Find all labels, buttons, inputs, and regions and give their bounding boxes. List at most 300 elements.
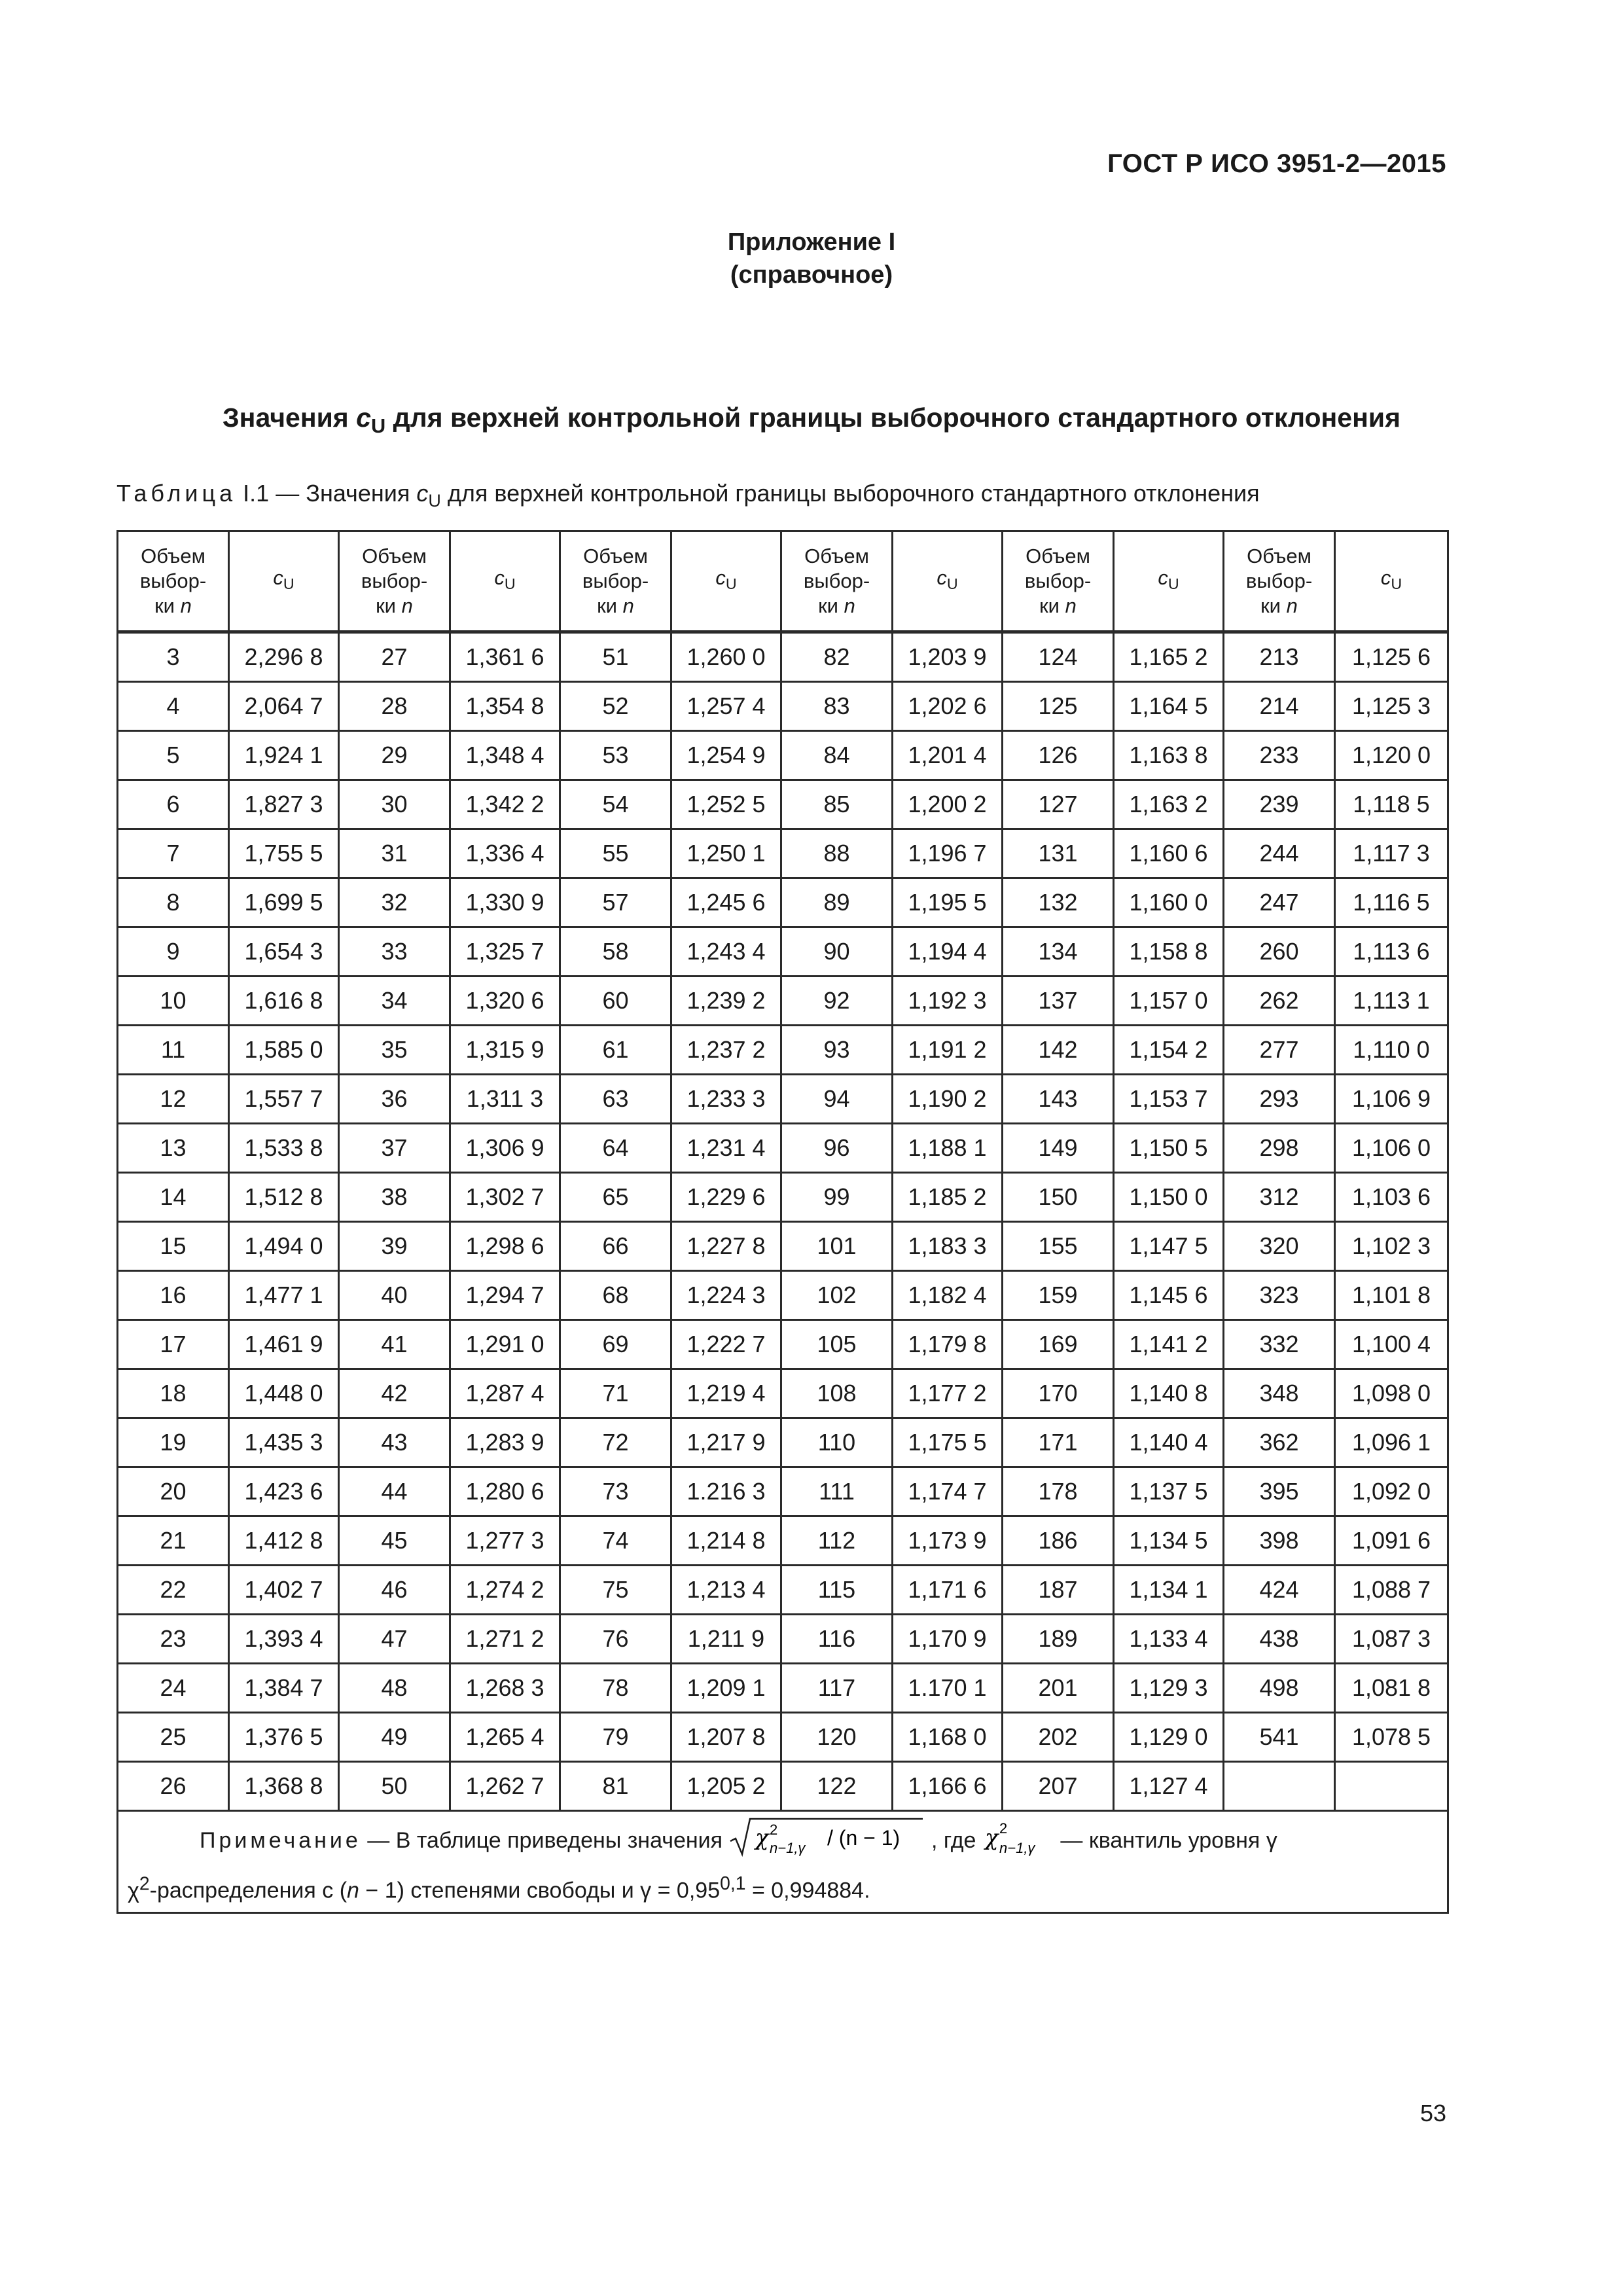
cell-cu-value: 1,283 9 (450, 1418, 560, 1467)
cell-cu-value: 1,153 7 (1114, 1075, 1224, 1124)
table-row (118, 1075, 1448, 1124)
cell-sample-size: 68 (560, 1271, 671, 1320)
cell-sample-size: 20 (118, 1467, 229, 1516)
cell-sample-size: 48 (339, 1664, 450, 1713)
caption-var: $c_U$ (416, 480, 441, 511)
header-sample-size: Объем выбор- ки n (339, 531, 450, 632)
cell-cu-value: 1,262 7 (450, 1762, 560, 1811)
cell-sample-size: 125 (1003, 682, 1114, 731)
cell-sample-size: 63 (560, 1075, 671, 1124)
cell-sample-size: 120 (781, 1713, 893, 1762)
cell-sample-size: 50 (339, 1762, 450, 1811)
cell-cu-value: 1,243 4 (671, 927, 781, 977)
cell-sample-size: 201 (1003, 1664, 1114, 1713)
section-title-suffix: для верхней контрольной границы выборочного стандартного отклонения (393, 403, 1400, 433)
cell-cu-value: 1,125 6 (1335, 632, 1448, 682)
cell-sample-size: 395 (1224, 1467, 1335, 1516)
cell-sample-size: 5 (118, 731, 229, 780)
table-row (118, 1566, 1448, 1615)
cell-sample-size: 23 (118, 1615, 229, 1664)
cell-sample-size: 131 (1003, 829, 1114, 878)
page-number: 53 (1419, 2100, 1446, 2126)
cell-cu-value: 1,250 1 (671, 829, 781, 878)
cell-cu-value: 1,393 4 (229, 1615, 339, 1664)
header-cu: $c_U$ (893, 531, 1003, 632)
cell-sample-size: 132 (1003, 878, 1114, 927)
cell-sample-size: 41 (339, 1320, 450, 1369)
cell-cu-value: 1,277 3 (450, 1516, 560, 1566)
cell-cu-value: 1,183 3 (893, 1222, 1003, 1271)
cell-cu-value: 1,168 0 (893, 1713, 1003, 1762)
cell-sample-size: 438 (1224, 1615, 1335, 1664)
table-row (118, 780, 1448, 829)
note-text-6: = 0,994884. (751, 1878, 870, 1903)
cell-cu-value: 2,064 7 (229, 682, 339, 731)
cell-cu-value: 1,435 3 (229, 1418, 339, 1467)
cell-sample-size: 96 (781, 1124, 893, 1173)
cell-sample-size: 71 (560, 1369, 671, 1418)
cell-sample-size: 134 (1003, 927, 1114, 977)
cell-sample-size: 8 (118, 878, 229, 927)
cell-sample-size: 189 (1003, 1615, 1114, 1664)
cell-cu-value: 1,127 4 (1114, 1762, 1224, 1811)
cell-cu-value: 1,354 8 (450, 682, 560, 731)
cell-cu-value: 1,585 0 (229, 1026, 339, 1075)
table-row (118, 1664, 1448, 1713)
cell-sample-size: 122 (781, 1762, 893, 1811)
cell-sample-size: 52 (560, 682, 671, 731)
header-cu: $c_U$ (450, 531, 560, 632)
cell-sample-size: 10 (118, 977, 229, 1026)
cell-cu-value: 1,298 6 (450, 1222, 560, 1271)
cell-cu-value: 1,116 5 (1335, 878, 1448, 927)
cell-cu-value: 1,120 0 (1335, 731, 1448, 780)
cell-cu-value: 1,477 1 (229, 1271, 339, 1320)
cell-sample-size: 79 (560, 1713, 671, 1762)
cell-cu-value: 1,924 1 (229, 731, 339, 780)
cell-cu-value: 1,160 6 (1114, 829, 1224, 878)
cell-cu-value: 1,191 2 (893, 1026, 1003, 1075)
cell-sample-size: 83 (781, 682, 893, 731)
cell-cu-value: 1,209 1 (671, 1664, 781, 1713)
svg-text:2: 2 (999, 1820, 1008, 1837)
cell-sample-size: 26 (118, 1762, 229, 1811)
cell-sample-size: 47 (339, 1615, 450, 1664)
cell-sample-size: 398 (1224, 1516, 1335, 1566)
cell-sample-size: 58 (560, 927, 671, 977)
cell-cu-value: 1,102 3 (1335, 1222, 1448, 1271)
table-row (118, 1713, 1448, 1762)
cell-cu-value: 1,170 9 (893, 1615, 1003, 1664)
appendix-heading (0, 226, 1623, 291)
table-header-row (118, 531, 1448, 632)
cell-cu-value: 1,173 9 (893, 1516, 1003, 1566)
cell-cu-value: 1,182 4 (893, 1271, 1003, 1320)
cell-cu-value: 1,222 7 (671, 1320, 781, 1369)
document-code: ГОСТ Р ИСО 3951-2—2015 (1107, 149, 1446, 178)
cell-sample-size: 88 (781, 829, 893, 878)
cell-cu-value: 1,271 2 (450, 1615, 560, 1664)
cell-sample-size: 171 (1003, 1418, 1114, 1467)
cell-sample-size: 112 (781, 1516, 893, 1566)
cell-cu-value: 1,113 1 (1335, 977, 1448, 1026)
cell-sample-size: 11 (118, 1026, 229, 1075)
cell-sample-size: 15 (118, 1222, 229, 1271)
cell-sample-size: 73 (560, 1467, 671, 1516)
cell-cu-value: 1,461 9 (229, 1320, 339, 1369)
cell-cu-value: 1,150 0 (1114, 1173, 1224, 1222)
cell-cu-value: 1,827 3 (229, 780, 339, 829)
cell-cu-value: 1,201 4 (893, 731, 1003, 780)
cell-sample-size: 202 (1003, 1713, 1114, 1762)
cell-cu-value: 1,320 6 (450, 977, 560, 1026)
cell-sample-size: 6 (118, 780, 229, 829)
cell-cu-value: 1,137 5 (1114, 1467, 1224, 1516)
svg-text:χ: χ (984, 1825, 999, 1852)
cell-cu-value: 1,117 3 (1335, 829, 1448, 878)
cell-sample-size: 75 (560, 1566, 671, 1615)
table-row (118, 632, 1448, 682)
appendix-subtitle: (справочное) (730, 261, 893, 289)
cell-sample-size: 74 (560, 1516, 671, 1566)
cell-sample-size: 207 (1003, 1762, 1114, 1811)
header-cu: $c_U$ (1335, 531, 1448, 632)
cell-cu-value: 1,200 2 (893, 780, 1003, 829)
cell-sample-size: 24 (118, 1664, 229, 1713)
caption-number: I.1 — Значения (243, 480, 410, 507)
cell-sample-size: 214 (1224, 682, 1335, 731)
cell-cu-value: 1,342 2 (450, 780, 560, 829)
cell-sample-size: 260 (1224, 927, 1335, 977)
cell-sample-size: 65 (560, 1173, 671, 1222)
cell-cu-value: 1,231 4 (671, 1124, 781, 1173)
cell-cu-value: 1,134 1 (1114, 1566, 1224, 1615)
cell-sample-size (1224, 1762, 1335, 1811)
cell-cu-value: 1,376 5 (229, 1713, 339, 1762)
cell-sample-size: 54 (560, 780, 671, 829)
cell-sample-size: 81 (560, 1762, 671, 1811)
cell-cu-value: 1,245 6 (671, 878, 781, 927)
cell-sample-size: 323 (1224, 1271, 1335, 1320)
cell-sample-size: 42 (339, 1369, 450, 1418)
cell-cu-value: 1,237 2 (671, 1026, 781, 1075)
cell-cu-value: 1,423 6 (229, 1467, 339, 1516)
cell-sample-size: 49 (339, 1713, 450, 1762)
note-text-2: , где (931, 1828, 976, 1854)
cell-cu-value: 1,133 4 (1114, 1615, 1224, 1664)
cell-cu-value: 1,166 6 (893, 1762, 1003, 1811)
cell-cu-value: 1,174 7 (893, 1467, 1003, 1516)
cell-sample-size: 89 (781, 878, 893, 927)
header-sample-size: Объем выбор- ки n (1224, 531, 1335, 632)
cell-cu-value: 1,140 4 (1114, 1418, 1224, 1467)
cell-cu-value: 1,078 5 (1335, 1713, 1448, 1762)
cell-sample-size: 149 (1003, 1124, 1114, 1173)
caption-label: Таблица (116, 480, 237, 507)
cell-sample-size: 22 (118, 1566, 229, 1615)
cell-sample-size: 27 (339, 632, 450, 682)
cell-cu-value: 1,315 9 (450, 1026, 560, 1075)
cell-cu-value: 1,448 0 (229, 1369, 339, 1418)
cell-cu-value: 1,214 8 (671, 1516, 781, 1566)
table-row (118, 1271, 1448, 1320)
cell-cu-value: 1,110 0 (1335, 1026, 1448, 1075)
cell-cu-value: 1,190 2 (893, 1075, 1003, 1124)
cell-cu-value: 1,106 9 (1335, 1075, 1448, 1124)
note-row (118, 1811, 1448, 1913)
cell-sample-size: 4 (118, 682, 229, 731)
cell-sample-size: 36 (339, 1075, 450, 1124)
cell-sample-size: 262 (1224, 977, 1335, 1026)
cell-sample-size: 12 (118, 1075, 229, 1124)
table-row (118, 731, 1448, 780)
cell-cu-value: 1,163 8 (1114, 731, 1224, 780)
section-title-prefix: Значения (223, 403, 349, 433)
cell-cu-value: 1,412 8 (229, 1516, 339, 1566)
cell-sample-size: 150 (1003, 1173, 1114, 1222)
cell-sample-size: 186 (1003, 1516, 1114, 1566)
cu-values-table (116, 530, 1449, 1914)
cell-sample-size: 298 (1224, 1124, 1335, 1173)
cell-sample-size: 102 (781, 1271, 893, 1320)
table-row (118, 1615, 1448, 1664)
cell-cu-value: 1,134 5 (1114, 1516, 1224, 1566)
header-cu: $c_U$ (671, 531, 781, 632)
cell-cu-value: 1,229 6 (671, 1173, 781, 1222)
cell-sample-size: 60 (560, 977, 671, 1026)
cell-sample-size: 72 (560, 1418, 671, 1467)
cell-cu-value: 1,091 6 (1335, 1516, 1448, 1566)
cell-sample-size: 110 (781, 1418, 893, 1467)
formula-div: / (n − 1) (827, 1826, 900, 1850)
cell-sample-size: 94 (781, 1075, 893, 1124)
cell-cu-value: 1,177 2 (893, 1369, 1003, 1418)
cell-sample-size: 69 (560, 1320, 671, 1369)
cell-cu-value: 1,160 0 (1114, 878, 1224, 927)
cell-cu-value: 1,087 3 (1335, 1615, 1448, 1664)
cell-cu-value: 1,233 3 (671, 1075, 781, 1124)
cell-cu-value: 1,227 8 (671, 1222, 781, 1271)
cell-cu-value: 1,254 9 (671, 731, 781, 780)
cell-sample-size: 155 (1003, 1222, 1114, 1271)
cell-cu-value: 1,196 7 (893, 829, 1003, 878)
cell-sample-size: 38 (339, 1173, 450, 1222)
cell-sample-size: 244 (1224, 829, 1335, 878)
cell-cu-value: 1,171 6 (893, 1566, 1003, 1615)
table-caption (116, 480, 1260, 511)
cell-cu-value: 2,296 8 (229, 632, 339, 682)
cell-sample-size: 424 (1224, 1566, 1335, 1615)
cell-sample-size: 33 (339, 927, 450, 977)
header-sample-size: Объем выбор- ки n (560, 531, 671, 632)
cell-cu-value: 1,699 5 (229, 878, 339, 927)
cell-sample-size: 35 (339, 1026, 450, 1075)
cell-sample-size: 127 (1003, 780, 1114, 829)
cell-sample-size: 7 (118, 829, 229, 878)
cell-sample-size: 17 (118, 1320, 229, 1369)
cell-cu-value: 1,755 5 (229, 829, 339, 878)
cell-sample-size: 3 (118, 632, 229, 682)
cell-cu-value: 1,265 4 (450, 1713, 560, 1762)
section-title (0, 403, 1623, 438)
cell-sample-size: 18 (118, 1369, 229, 1418)
table-row (118, 1173, 1448, 1222)
cell-cu-value: 1,205 2 (671, 1762, 781, 1811)
cell-cu-value (1335, 1762, 1448, 1811)
note-text-4: -распределения с ( (149, 1878, 348, 1903)
cell-sample-size: 82 (781, 632, 893, 682)
cell-cu-value: 1,140 8 (1114, 1369, 1224, 1418)
cell-sample-size: 25 (118, 1713, 229, 1762)
cell-sample-size: 44 (339, 1467, 450, 1516)
cell-sample-size: 16 (118, 1271, 229, 1320)
cell-cu-value: 1,106 0 (1335, 1124, 1448, 1173)
cell-sample-size: 312 (1224, 1173, 1335, 1222)
cell-sample-size: 348 (1224, 1369, 1335, 1418)
cell-cu-value: 1,092 0 (1335, 1467, 1448, 1516)
table-row (118, 1222, 1448, 1271)
cell-sample-size: 28 (339, 682, 450, 731)
header-sample-size: Объем выбор- ки n (781, 531, 893, 632)
cell-cu-value: 1,096 1 (1335, 1418, 1448, 1467)
table-row (118, 1124, 1448, 1173)
cell-sample-size: 187 (1003, 1566, 1114, 1615)
cell-sample-size: 45 (339, 1516, 450, 1566)
cell-sample-size: 85 (781, 780, 893, 829)
cell-cu-value: 1,103 6 (1335, 1173, 1448, 1222)
cell-sample-size: 143 (1003, 1075, 1114, 1124)
formula-sup: 2 (769, 1821, 777, 1839)
table-note (118, 1811, 1448, 1913)
cell-sample-size: 66 (560, 1222, 671, 1271)
cell-sample-size: 105 (781, 1320, 893, 1369)
cell-sample-size: 213 (1224, 632, 1335, 682)
cell-cu-value: 1,257 4 (671, 682, 781, 731)
note-chi-line2: $\chi^2$ (128, 1873, 150, 1903)
cell-cu-value: 1,125 3 (1335, 682, 1448, 731)
cell-sample-size: 53 (560, 731, 671, 780)
cell-cu-value: 1,294 7 (450, 1271, 560, 1320)
cell-cu-value: 1,145 6 (1114, 1271, 1224, 1320)
cell-cu-value: 1,113 6 (1335, 927, 1448, 977)
cell-sample-size: 90 (781, 927, 893, 977)
cell-cu-value: 1.170 1 (893, 1664, 1003, 1713)
header-cu: $c_U$ (1114, 531, 1224, 632)
cell-sample-size: 362 (1224, 1418, 1335, 1467)
cell-sample-size: 541 (1224, 1713, 1335, 1762)
cell-sample-size: 46 (339, 1566, 450, 1615)
cell-sample-size: 55 (560, 829, 671, 878)
cell-sample-size: 78 (560, 1664, 671, 1713)
cell-cu-value: 1,348 4 (450, 731, 560, 780)
cell-sample-size: 277 (1224, 1026, 1335, 1075)
table-row (118, 1026, 1448, 1075)
cell-sample-size: 124 (1003, 632, 1114, 682)
cell-cu-value: 1,157 0 (1114, 977, 1224, 1026)
cell-sample-size: 76 (560, 1615, 671, 1664)
cell-sample-size: 30 (339, 780, 450, 829)
sqrt-formula (729, 1816, 925, 1867)
cell-cu-value: 1,129 0 (1114, 1713, 1224, 1762)
cell-cu-value: 1,179 8 (893, 1320, 1003, 1369)
cell-cu-value: 1,325 7 (450, 927, 560, 977)
cell-cu-value: 1,203 9 (893, 632, 1003, 682)
chi-quantile-svg (982, 1816, 1054, 1858)
cell-cu-value: 1,141 2 (1114, 1320, 1224, 1369)
section-title-var: $c_U$ (356, 403, 386, 438)
cell-sample-size: 13 (118, 1124, 229, 1173)
cell-cu-value: 1,192 3 (893, 977, 1003, 1026)
cell-sample-size: 51 (560, 632, 671, 682)
cell-cu-value: 1,361 6 (450, 632, 560, 682)
cell-cu-value: 1,194 4 (893, 927, 1003, 977)
cell-sample-size: 29 (339, 731, 450, 780)
cell-cu-value: 1,252 5 (671, 780, 781, 829)
cell-cu-value: 1,280 6 (450, 1467, 560, 1516)
cell-sample-size: 32 (339, 878, 450, 927)
cell-cu-value: 1,557 7 (229, 1075, 339, 1124)
cell-cu-value: 1,368 8 (229, 1762, 339, 1811)
header-sample-size: Объем выбор- ки n (1003, 531, 1114, 632)
cell-sample-size: 239 (1224, 780, 1335, 829)
formula-sub: n−1,γ (769, 1840, 805, 1857)
header-cu: $c_U$ (229, 531, 339, 632)
table-row (118, 1369, 1448, 1418)
cell-cu-value: 1,306 9 (450, 1124, 560, 1173)
cell-sample-size: 332 (1224, 1320, 1335, 1369)
cell-sample-size: 39 (339, 1222, 450, 1271)
appendix-title: Приложение I (727, 228, 896, 256)
cell-cu-value: 1,129 3 (1114, 1664, 1224, 1713)
cell-cu-value: 1,302 7 (450, 1173, 560, 1222)
note-label: Примечание (200, 1828, 361, 1854)
cell-sample-size: 34 (339, 977, 450, 1026)
cell-cu-value: 1,163 2 (1114, 780, 1224, 829)
cell-sample-size: 43 (339, 1418, 450, 1467)
cell-sample-size: 115 (781, 1566, 893, 1615)
cell-sample-size: 9 (118, 927, 229, 977)
cell-cu-value: 1,185 2 (893, 1173, 1003, 1222)
cell-cu-value: 1,224 3 (671, 1271, 781, 1320)
svg-text:n−1,γ: n−1,γ (999, 1840, 1035, 1857)
note-text-1: — В таблице приведены значения (367, 1828, 723, 1854)
cell-cu-value: 1,188 1 (893, 1124, 1003, 1173)
cell-sample-size: 137 (1003, 977, 1114, 1026)
cell-cu-value: 1,330 9 (450, 878, 560, 927)
table-row (118, 1467, 1448, 1516)
cell-cu-value: 1,268 3 (450, 1664, 560, 1713)
cell-sample-size: 84 (781, 731, 893, 780)
cell-sample-size: 19 (118, 1418, 229, 1467)
cell-sample-size: 92 (781, 977, 893, 1026)
table-row (118, 977, 1448, 1026)
cell-sample-size: 101 (781, 1222, 893, 1271)
cell-sample-size: 169 (1003, 1320, 1114, 1369)
table-row (118, 1762, 1448, 1811)
cell-cu-value: 1,158 8 (1114, 927, 1224, 977)
cell-cu-value: 1,150 5 (1114, 1124, 1224, 1173)
cell-cu-value: 1,274 2 (450, 1566, 560, 1615)
cell-cu-value: 1,311 3 (450, 1075, 560, 1124)
cell-cu-value: 1,384 7 (229, 1664, 339, 1713)
cell-cu-value: 1,164 5 (1114, 682, 1224, 731)
cell-sample-size: 37 (339, 1124, 450, 1173)
cell-sample-size: 108 (781, 1369, 893, 1418)
table-row (118, 1516, 1448, 1566)
cell-sample-size: 40 (339, 1271, 450, 1320)
cell-sample-size: 117 (781, 1664, 893, 1713)
table-row (118, 878, 1448, 927)
